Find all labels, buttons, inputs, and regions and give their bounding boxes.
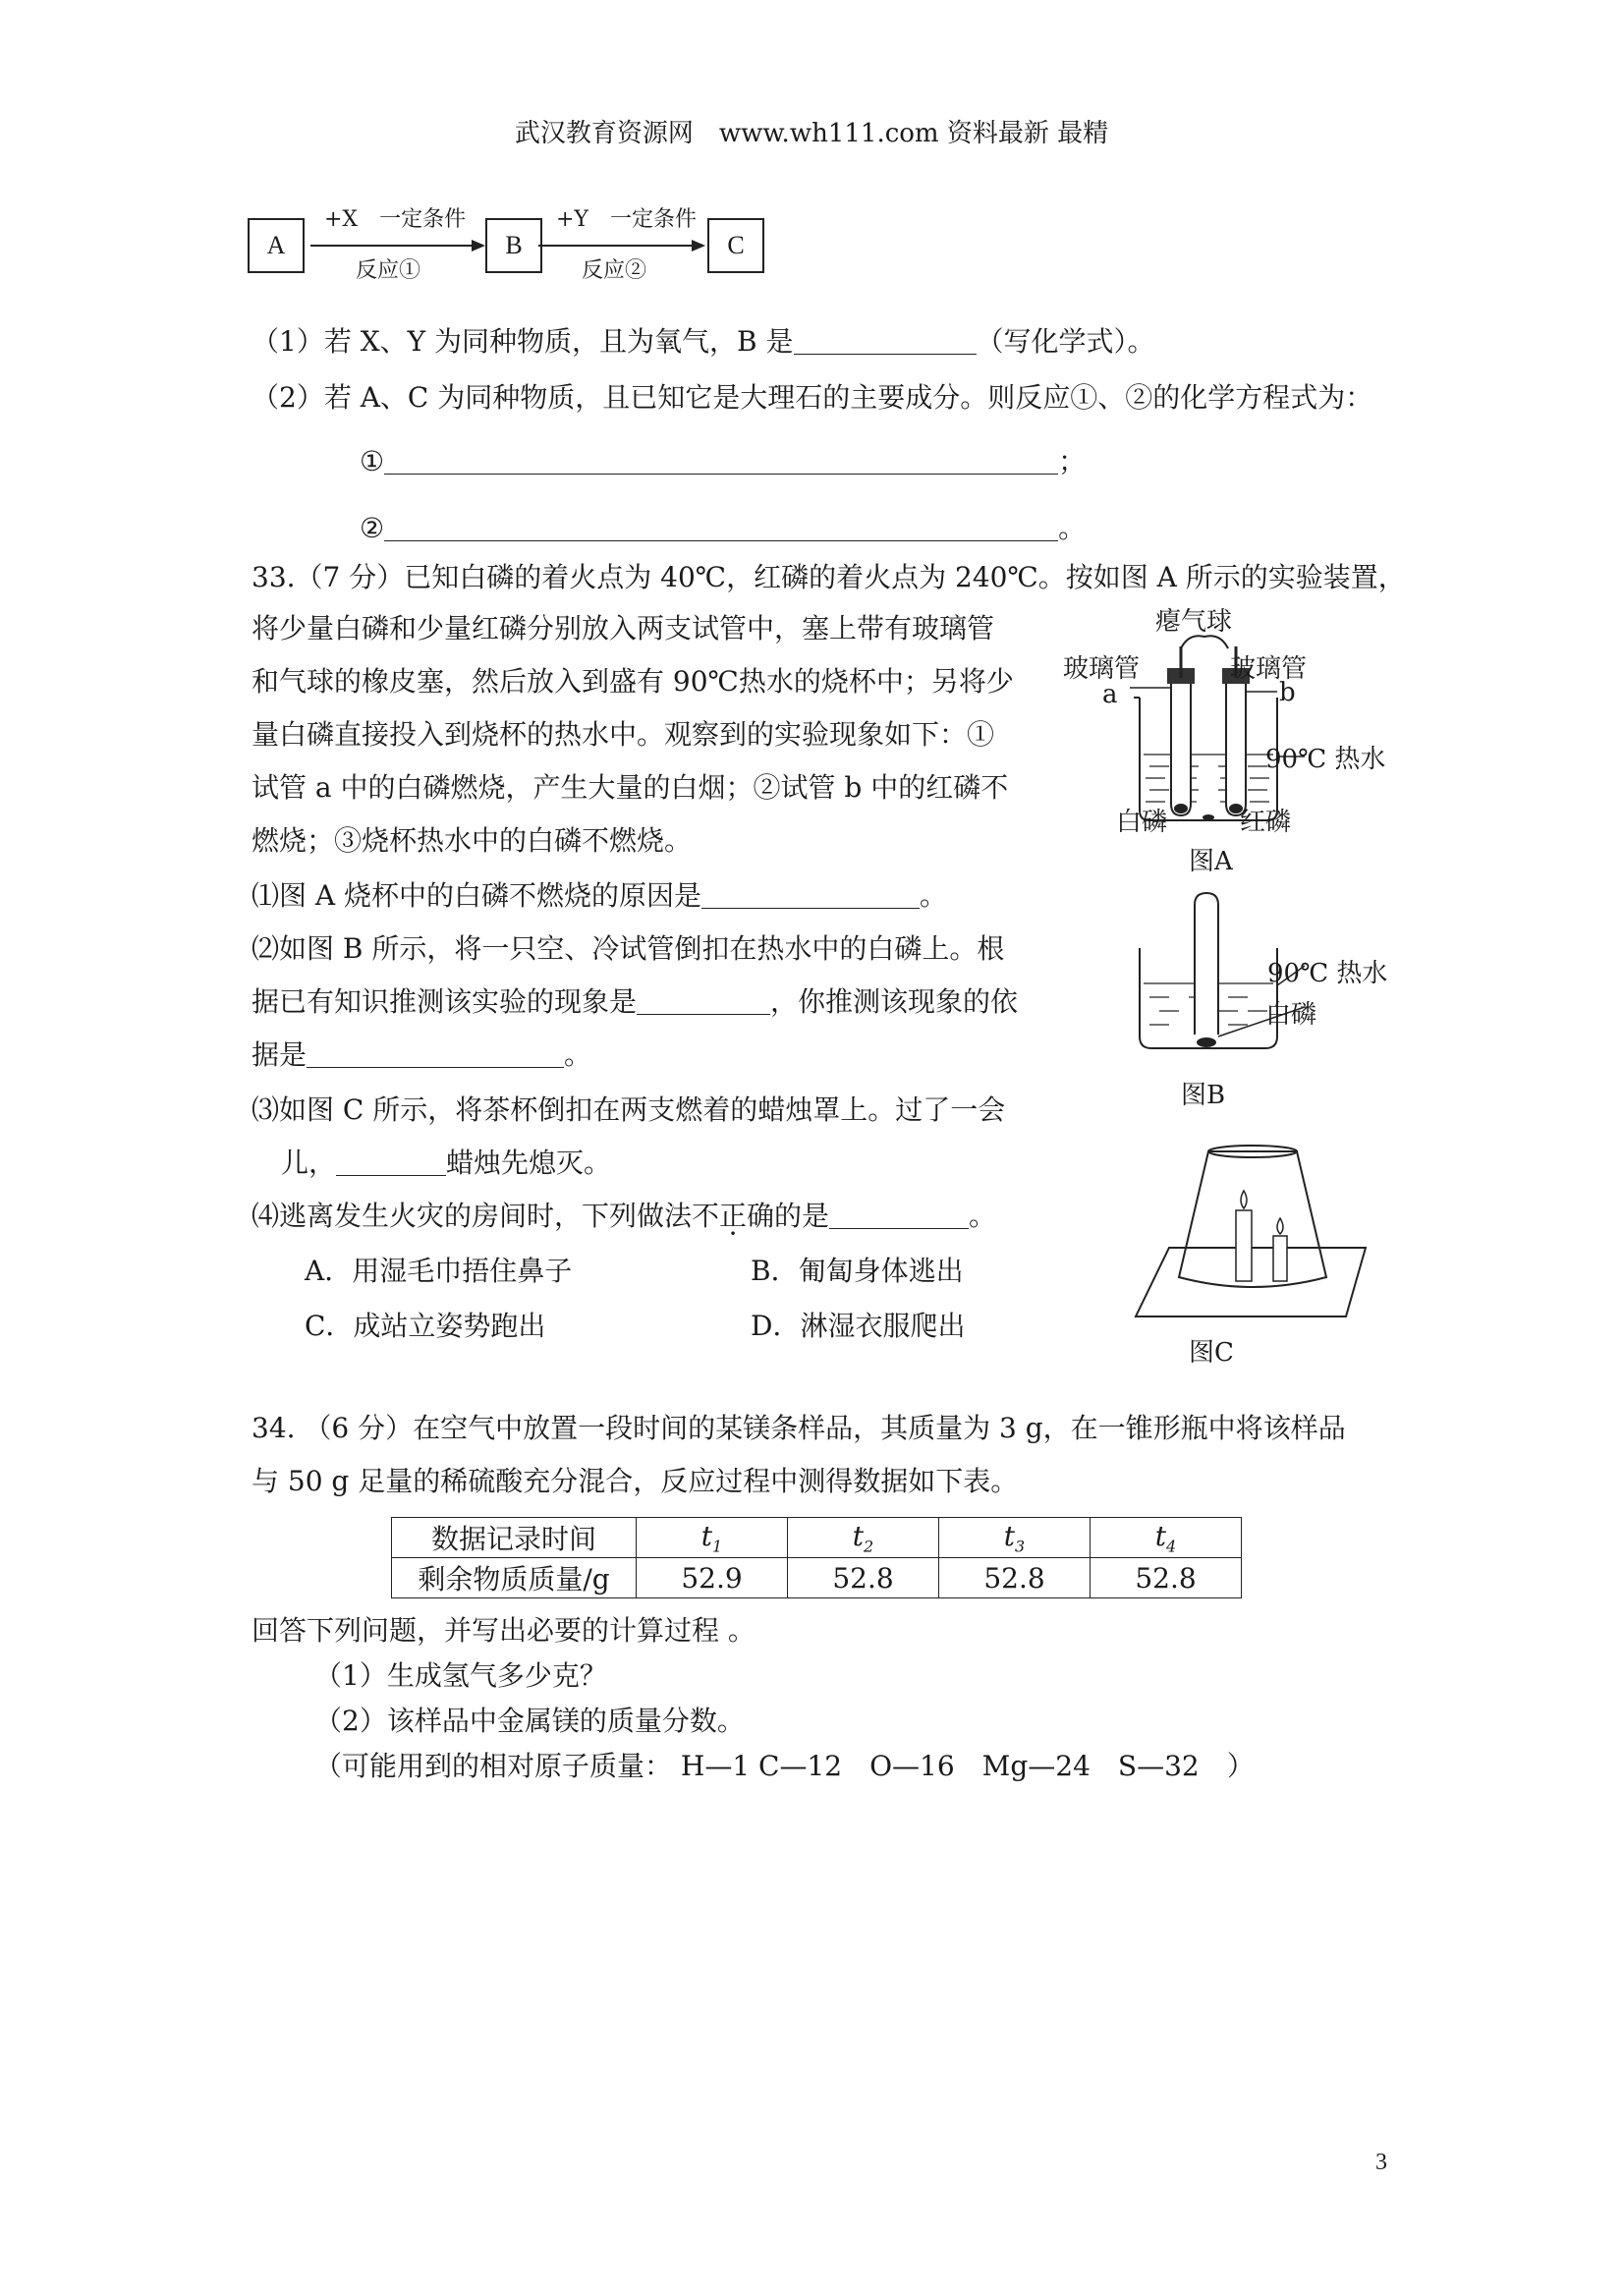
option-d: D．淋湿衣服爬出	[751, 1310, 966, 1342]
q32-part2: （2）若 A、C 为同种物质，且已知它是大理石的主要成分。则反应①、②的化学方程式为：	[252, 381, 1373, 414]
q33-line-1: 33.（7 分）已知白磷的着火点为 40℃，红磷的着火点为 240℃。按如图 A 所示的实验装置，	[252, 561, 1406, 593]
q33-sub-3-line-1: ⑶如图 C 所示，将茶杯倒扣在两支燃着的蜡烛罩上。过了一会	[252, 1093, 1006, 1126]
data-table	[391, 1517, 1242, 1598]
answer-blank	[307, 1037, 564, 1068]
fig-a-label-a: a	[1102, 680, 1118, 709]
q32-part1: （1）若 X、Y 为同种物质，且为氧气，B 是 （写化学式）。	[252, 325, 1155, 358]
option-a: A．用湿毛巾捂住鼻子	[305, 1255, 573, 1287]
q33-line-3: 和气球的橡皮塞，然后放入到盛有 90℃热水的烧杯中；另将少	[252, 665, 1014, 698]
answer-blank	[794, 324, 977, 355]
q33-line-2: 将少量白磷和少量红磷分别放入两支试管中，塞上带有玻璃管	[252, 612, 995, 644]
q33-sub-4: ⑷逃离发生火灾的房间时，下列做法不正确的是 。	[252, 1200, 997, 1232]
table-cell-time: $t_1$	[637, 1518, 788, 1558]
flow-box-c: C	[707, 218, 764, 273]
fig-b-white-p-label: 白磷	[1265, 1000, 1317, 1030]
q33-sub-2-line-2: 据已有知识推测该实验的现象是 ，你推测该现象的依	[252, 985, 1019, 1018]
fig-c-caption: 图C	[1189, 1338, 1234, 1368]
table-header-time: 数据记录时间	[392, 1518, 637, 1558]
q33-line-6: 燃烧；③烧杯热水中的白磷不燃烧。	[252, 824, 693, 857]
q33-line-4: 量白磷直接投入到烧杯的热水中。观察到的实验现象如下：①	[252, 718, 995, 751]
fig-b-caption: 图B	[1181, 1081, 1226, 1110]
q34-line-1: 34. （6 分）在空气中放置一段时间的某镁条样品，其质量为 3 g，在一锥形瓶中将该样品	[252, 1412, 1346, 1444]
table-header-mass: 剩余物质质量/g	[392, 1558, 637, 1598]
q32-equation-2: ② 。	[360, 512, 1087, 544]
fig-a-red-p-label: 红磷	[1240, 808, 1292, 837]
q33-line-5: 试管 a 中的白磷燃烧，产生大量的白烟；②试管 b 中的红磷不	[252, 771, 1009, 804]
flow-box-b: B	[485, 218, 542, 273]
option-c: C．成站立姿势跑出	[305, 1310, 546, 1342]
arrow2-reaction: 反应②	[582, 258, 647, 283]
fig-a-tube-right-label: 玻璃管	[1230, 654, 1308, 684]
table-row	[392, 1518, 1242, 1558]
page-header: 武汉教育资源网 www.wh111.com 资料最新 最精	[514, 119, 1109, 148]
fig-a-caption: 图A	[1189, 847, 1233, 876]
q33-sub-3-line-2: 儿， 蜡烛先熄灭。	[281, 1147, 612, 1179]
table-cell-time: $t_2$	[788, 1518, 939, 1558]
fig-a-label-b: b	[1279, 678, 1296, 707]
table-cell-value: 52.8	[788, 1558, 939, 1598]
table-row	[392, 1558, 1242, 1598]
fig-a-white-p-label: 白磷	[1116, 808, 1168, 837]
arrow1-reaction: 反应①	[356, 258, 421, 283]
fig-a-tube-left-label: 玻璃管	[1063, 654, 1141, 684]
answer-blank	[336, 1146, 446, 1176]
table-cell-value: 52.9	[637, 1558, 788, 1598]
q34-line-2: 与 50 g 足量的稀硫酸充分混合，反应过程中测得数据如下表。	[252, 1465, 1019, 1497]
table-cell-time: $t_3$	[939, 1518, 1091, 1558]
page-number: 3	[1375, 2150, 1387, 2175]
answer-blank	[384, 444, 1058, 475]
answer-blank	[384, 511, 1058, 541]
q33-sub-2-line-1: ⑵如图 B 所示，将一只空、冷试管倒扣在热水中的白磷上。根	[252, 932, 1005, 965]
answer-blank	[829, 1199, 969, 1229]
arrow2-condition: +Y 一定条件	[556, 207, 697, 232]
flow-box-a: A	[248, 218, 305, 273]
q34-question-1: （1）生成氢气多少克？	[314, 1659, 607, 1692]
q33-sub-1: ⑴图 A 烧杯中的白磷不燃烧的原因是 。	[252, 879, 948, 912]
q32-equation-1: ① ；	[360, 445, 1087, 477]
q34-instruction: 回答下列问题，并写出必要的计算过程 。	[252, 1614, 756, 1647]
answer-blank	[701, 878, 920, 909]
table-cell-time: $t_4$	[1091, 1518, 1242, 1558]
option-b: B．匍匐身体逃出	[751, 1255, 964, 1287]
table-cell-value: 52.8	[1091, 1558, 1242, 1598]
answer-blank	[637, 984, 770, 1015]
figure-c-apparatus	[1130, 1140, 1385, 1326]
q34-atomic-masses: （可能用到的相对原子质量： H—1 C—12 O—16 Mg—24 S—32 ）	[314, 1750, 1255, 1782]
fig-a-water-label: 90℃ 热水	[1265, 745, 1386, 774]
q34-question-2: （2）该样品中金属镁的质量分数。	[314, 1705, 745, 1737]
fig-b-water-label: 90℃ 热水	[1267, 959, 1388, 988]
emphasis-text: 不正确	[692, 1200, 775, 1232]
arrow1-condition: +X 一定条件	[324, 207, 467, 232]
table-cell-value: 52.8	[939, 1558, 1091, 1598]
q33-sub-2-line-3: 据是 。	[252, 1038, 592, 1071]
fig-a-balloon-label: 瘪气球	[1155, 607, 1233, 637]
